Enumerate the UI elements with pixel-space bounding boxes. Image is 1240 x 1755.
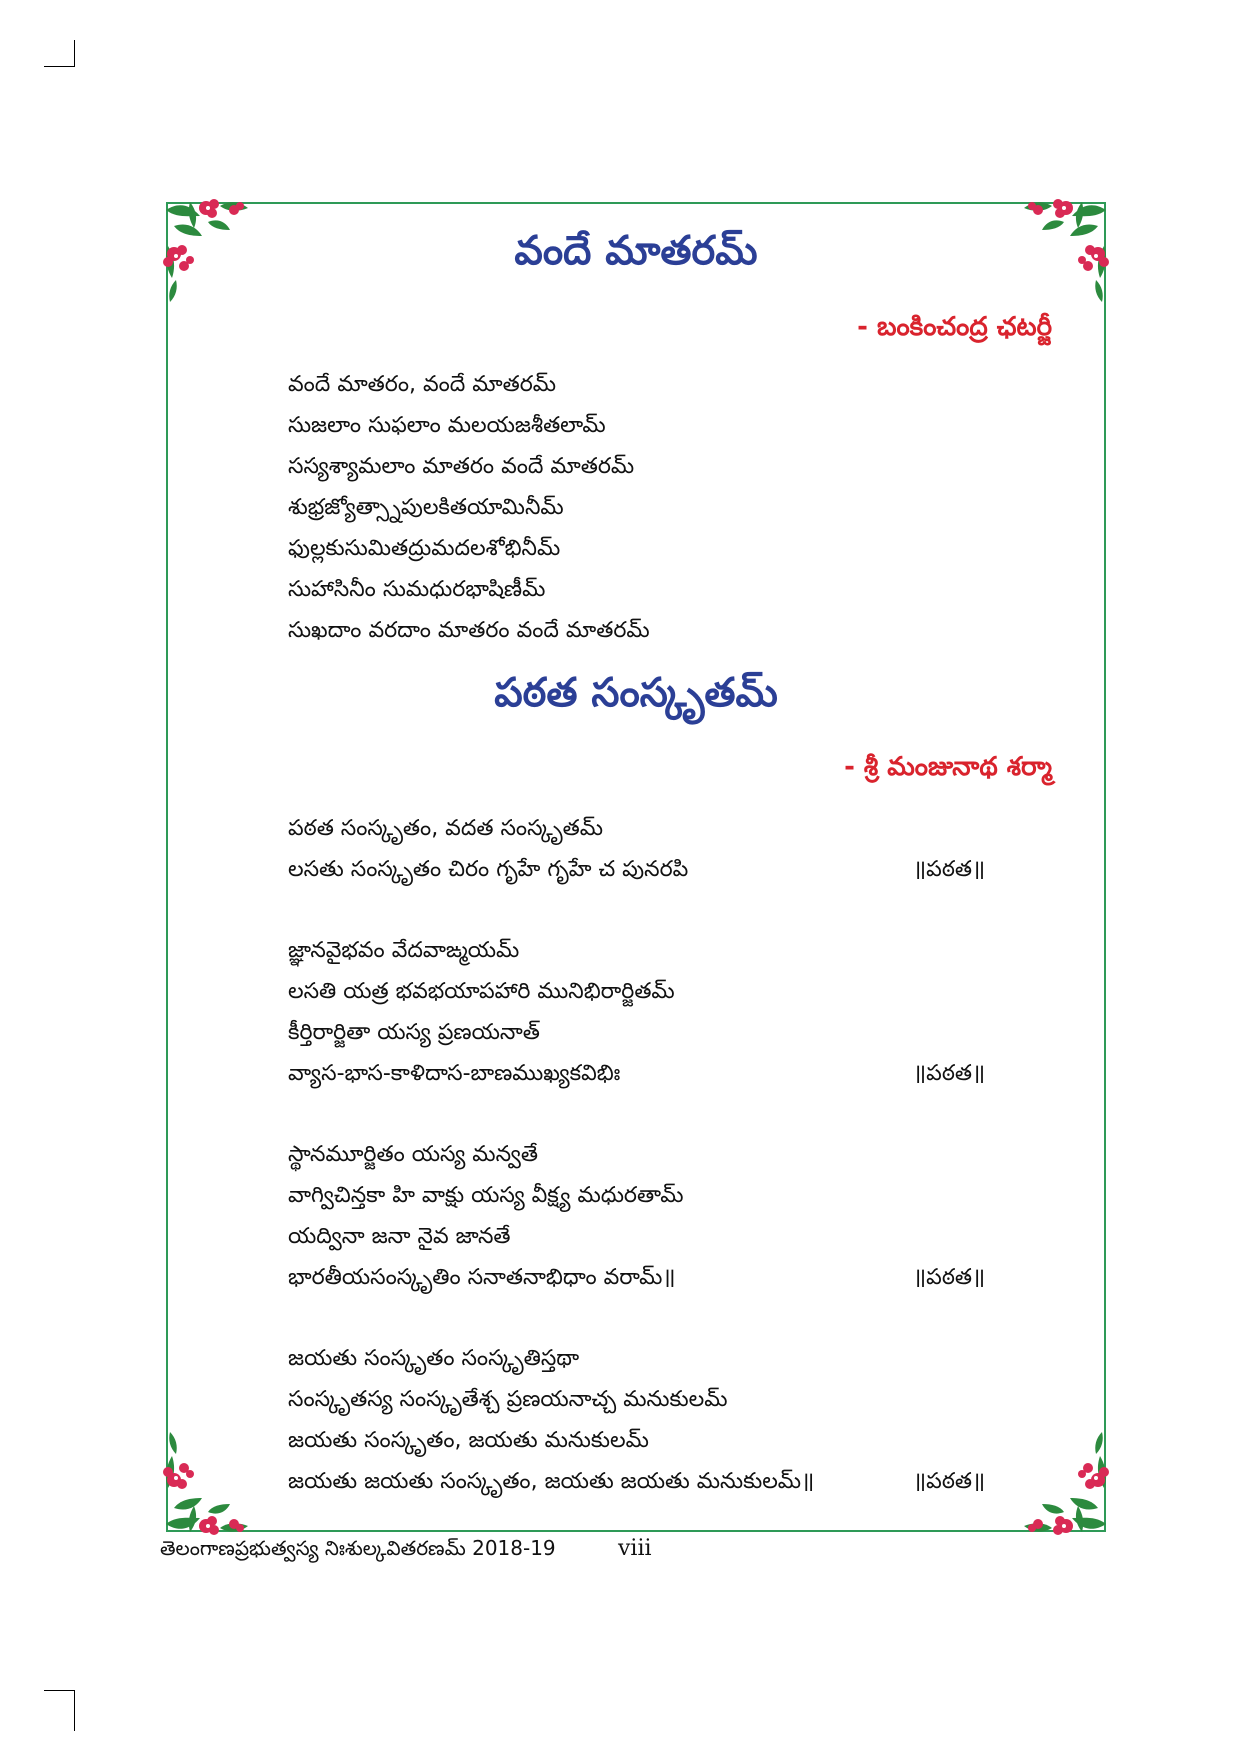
verse-line bbox=[288, 1175, 988, 1216]
verse-line-text: జయతు సంస్కృతం, జయతు మనుకులమ్ bbox=[288, 1428, 649, 1453]
poem-author: - శ్రీ మంజునాథ శర్మా bbox=[844, 752, 1052, 782]
verse-line-text: పఠత సంస్కృతం, వదత సంస్కృతమ్ bbox=[288, 816, 603, 841]
verse-line bbox=[288, 569, 988, 610]
verse-line bbox=[288, 808, 988, 849]
verse-line bbox=[288, 1379, 988, 1420]
verse-line-text: సంస్కృతస్య సంస్కృతేశ్చ ప్రణయనాచ్చ మనుకులమ్ bbox=[288, 1387, 728, 1412]
footer-text: తెలంగాణప్రభుత్వస్య నిఃశుల్కవితరణమ్ 2018-19 bbox=[160, 1536, 556, 1560]
verse-line bbox=[288, 405, 988, 446]
verse-line bbox=[288, 446, 988, 487]
poem-author: - బంకించంద్ర ఛటర్జీ bbox=[857, 312, 1052, 342]
verse-line bbox=[288, 971, 988, 1012]
poem-title-vande-mataram: వందే మాతరమ్ bbox=[514, 228, 758, 274]
poem-stanza bbox=[288, 1134, 988, 1298]
verse-line-text: భారతీయసంస్కృతిం సనాతనాభిధాం వరామ్॥ bbox=[288, 1265, 676, 1290]
verse-line-text: వాగ్విచిన్తకా హి వాక్షు యస్య వీక్ష్య మధురతామ్ bbox=[288, 1183, 684, 1208]
verse-line bbox=[288, 930, 988, 971]
crop-mark-top-left bbox=[44, 40, 75, 67]
verse-line-text: జ్ఞానవైభవం వేదవాఙ్మయమ్ bbox=[288, 938, 520, 963]
verse-line bbox=[288, 1257, 988, 1298]
verse-line-text: వ్యాస-భాస-కాళిదాస-బాణముఖ్యకవిభిః bbox=[288, 1061, 621, 1086]
verse-line-text: కీర్తిరార్జితా యస్య ప్రణయనాత్ bbox=[288, 1020, 540, 1045]
verse-line bbox=[288, 1338, 988, 1379]
verse-line bbox=[288, 364, 988, 405]
verse-line-text: స్థానమూర్జితం యస్య మన్వతే bbox=[288, 1142, 538, 1167]
poem-title-pathata-samskrutam: పఠత సంస్కృతమ్ bbox=[494, 670, 778, 716]
verse-line bbox=[288, 610, 988, 651]
verse-line-text: జయతు సంస్కృతం సంస్కృతిస్తథా bbox=[288, 1346, 580, 1371]
poem-stanza bbox=[288, 1338, 988, 1502]
verse-line bbox=[288, 1012, 988, 1053]
verse-line-text: శుభ్రజ్యోత్స్నాపులకితయామినీమ్ bbox=[288, 495, 564, 520]
verse-line bbox=[288, 528, 988, 569]
verse-line bbox=[288, 849, 988, 890]
verse-line bbox=[288, 1216, 988, 1257]
verse-line-text: సస్యశ్యామలాం మాతరం వందే మాతరమ్ bbox=[288, 454, 635, 479]
verse-line-text: ఫుల్లకుసుమితద్రుమదలశోభినీమ్ bbox=[288, 536, 561, 561]
verse-line bbox=[288, 1053, 988, 1094]
verse-line bbox=[288, 487, 988, 528]
refrain-marker: ॥పఠత॥ bbox=[913, 857, 986, 882]
refrain-marker: ॥పఠత॥ bbox=[913, 1265, 986, 1290]
poem-stanza bbox=[288, 808, 988, 890]
refrain-marker: ॥పఠత॥ bbox=[913, 1061, 986, 1086]
verse-line bbox=[288, 1134, 988, 1175]
verse-line bbox=[288, 1420, 988, 1461]
verse-line-text: యద్వినా జనా నైవ జానతే bbox=[288, 1224, 511, 1249]
page-number: viii bbox=[618, 1536, 652, 1561]
verse-line-text: లసతి యత్ర భవభయాపహారి మునిభిరార్జితమ్ bbox=[288, 979, 675, 1004]
verse-line-text: సుహాసినీం సుమధురభాషిణీమ్ bbox=[288, 577, 546, 602]
verse-line-text: సుజలాం సుఫలాం మలయజశీతలామ్ bbox=[288, 413, 606, 438]
verse-line-text: జయతు జయతు సంస్కృతం, జయతు జయతు మనుకులమ్॥ bbox=[288, 1469, 815, 1494]
verse-line bbox=[288, 1461, 988, 1502]
floral-corner-icon bbox=[1002, 1428, 1112, 1538]
floral-corner-icon bbox=[160, 1428, 270, 1538]
refrain-marker: ॥పఠత॥ bbox=[913, 1469, 986, 1494]
verse-line-text: వందే మాతరం, వందే మాతరమ్ bbox=[288, 372, 557, 397]
verse-line-text: లసతు సంస్కృతం చిరం గృహే గృహే చ పునరపి bbox=[288, 857, 689, 882]
crop-mark-bottom-left bbox=[44, 1690, 75, 1731]
verse-line-text: సుఖదాం వరదాం మాతరం వందే మాతరమ్ bbox=[288, 618, 650, 643]
poem-stanza bbox=[288, 930, 988, 1094]
poem-stanza bbox=[288, 364, 988, 651]
